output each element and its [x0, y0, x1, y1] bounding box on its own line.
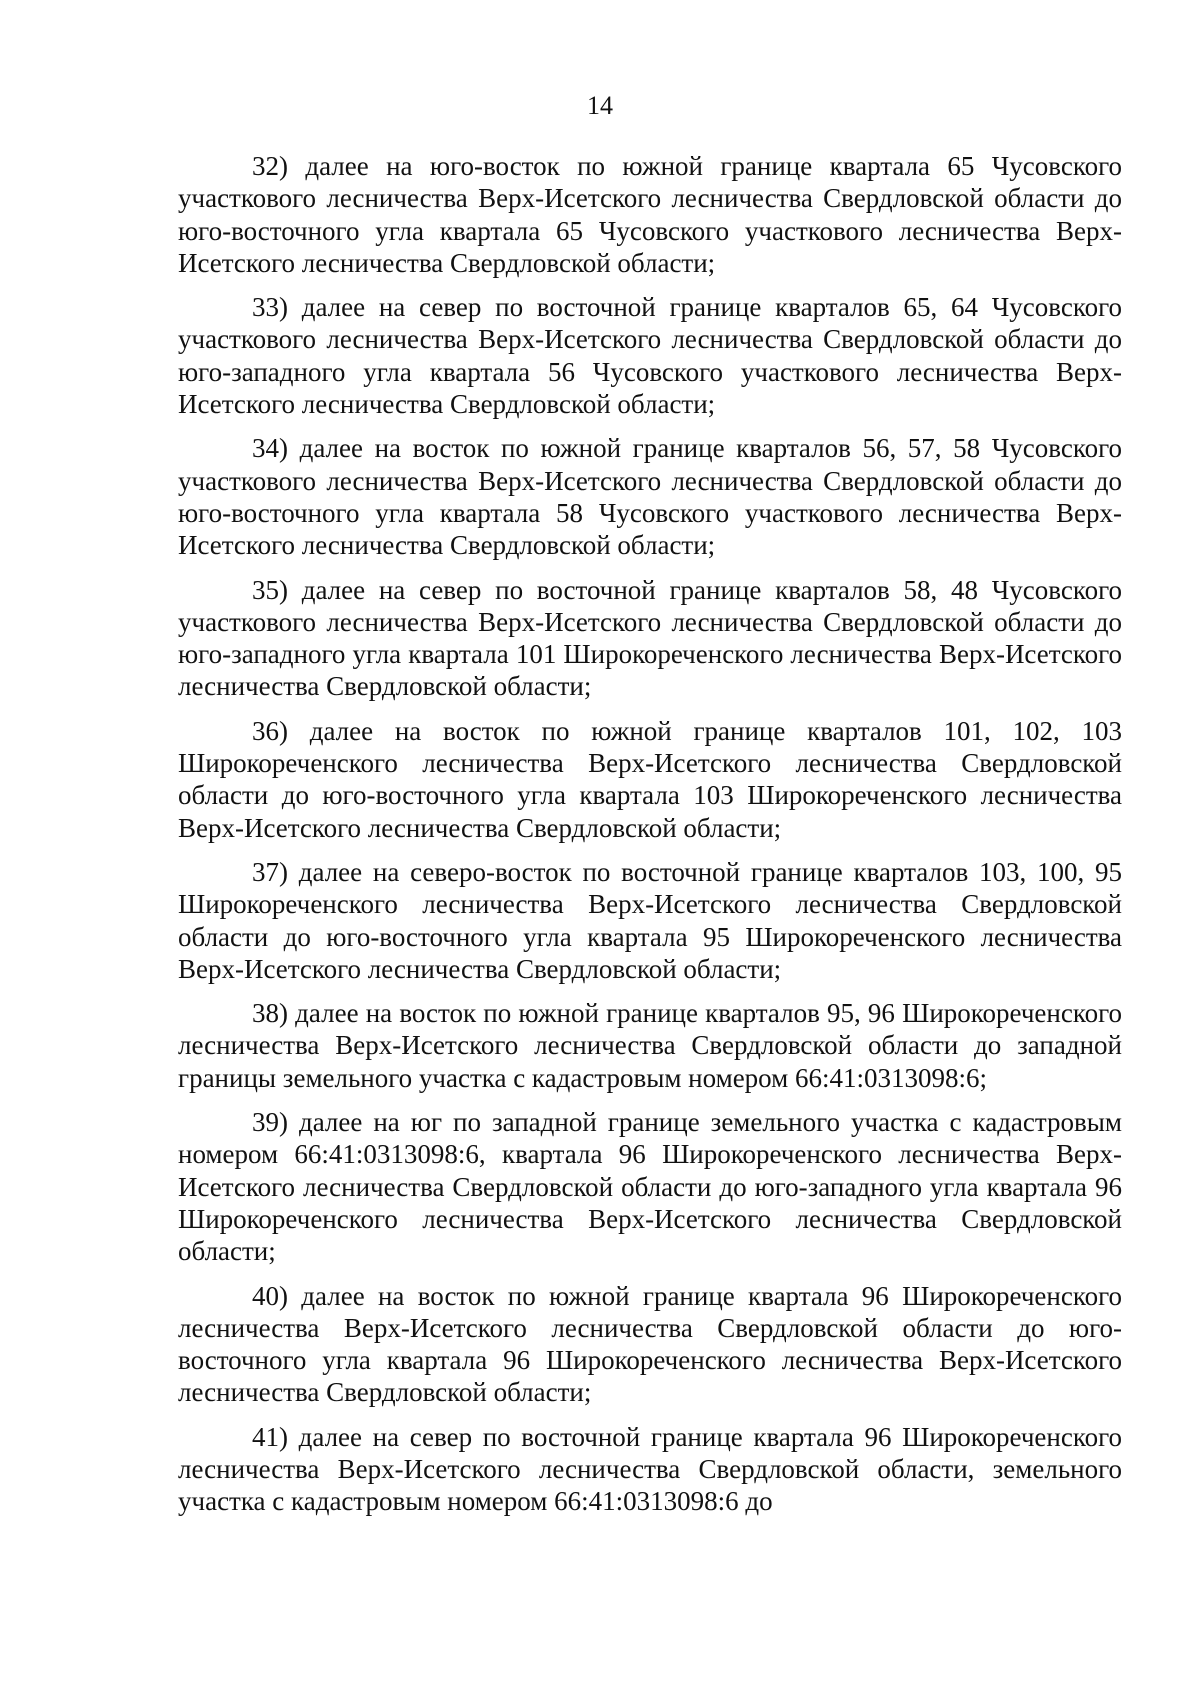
paragraph-37: 37) далее на северо-восток по восточной границе кварталов 103, 100, 95 Широкореченского лесничества Верх-Исетского лесничества Свердловской области до юго-восточного угла квартала 95 Широкореченского лесничества Верх-Исетского лесничества Свердловской области; [178, 856, 1122, 984]
paragraph-35: 35) далее на север по восточной границе кварталов 58, 48 Чусовского участкового лесничества Верх-Исетского лесничества Свердловской области до юго-западного угла квартала 101 Широкореченского лесничества Верх-Исетского лесничества Свердловской области; [178, 574, 1122, 702]
paragraph-39: 39) далее на юг по западной границе земельного участка с кадастровым номером 66:41:0313098:6, квартала 96 Широкореченского лесничества Верх-Исетского лесничества Свердловской области до юго-западного угла квартала 96 Широкореченского лесничества Верх-Исетского лесничества Свердловской области; [178, 1107, 1122, 1267]
paragraph-38: 38) далее на восток по южной границе кварталов 95, 96 Широкореченского лесничества Верх-Исетского лесничества Свердловской области до западной границы земельного участка с кадастровым номером 66:41:0313098:6; [178, 998, 1122, 1093]
paragraph-36: 36) далее на восток по южной границе кварталов 101, 102, 103 Широкореченского лесничества Верх-Исетского лесничества Свердловской области до юго-восточного угла квартала 103 Широкореченского лесничества Верх-Исетского лесничества Свердловской области; [178, 715, 1122, 843]
document-body [178, 150, 1122, 1530]
paragraph-33: 33) далее на север по восточной границе кварталов 65, 64 Чусовского участкового лесничества Верх-Исетского лесничества Свердловской области до юго-западного угла квартала 56 Чусовского участкового лесничества Верх-Исетского лесничества Свердловской области; [178, 292, 1122, 420]
page-number: 14 [587, 91, 613, 120]
paragraph-41: 41) далее на север по восточной границе квартала 96 Широкореченского лесничества Верх-Исетского лесничества Свердловской области, земельного участка с кадастровым номером 66:41:0313098:6 до [178, 1421, 1122, 1517]
paragraph-32: 32) далее на юго-восток по южной границе квартала 65 Чусовского участкового лесничества Верх-Исетского лесничества Свердловской области до юго-восточного угла квартала 65 Чусовского участкового лесничества Верх-Исетского лесничества Свердловской области; [178, 151, 1122, 278]
paragraph-34: 34) далее на восток по южной границе кварталов 56, 57, 58 Чусовского участкового лесничества Верх-Исетского лесничества Свердловской области до юго-восточного угла квартала 58 Чусовского участкового лесничества Верх-Исетского лесничества Свердловской области; [178, 433, 1122, 561]
paragraph-40: 40) далее на восток по южной границе квартала 96 Широкореченского лесничества Верх-Исетского лесничества Свердловской области до юго-восточного угла квартала 96 Широкореченского лесничества Верх-Исетского лесничества Свердловской области; [178, 1280, 1122, 1408]
